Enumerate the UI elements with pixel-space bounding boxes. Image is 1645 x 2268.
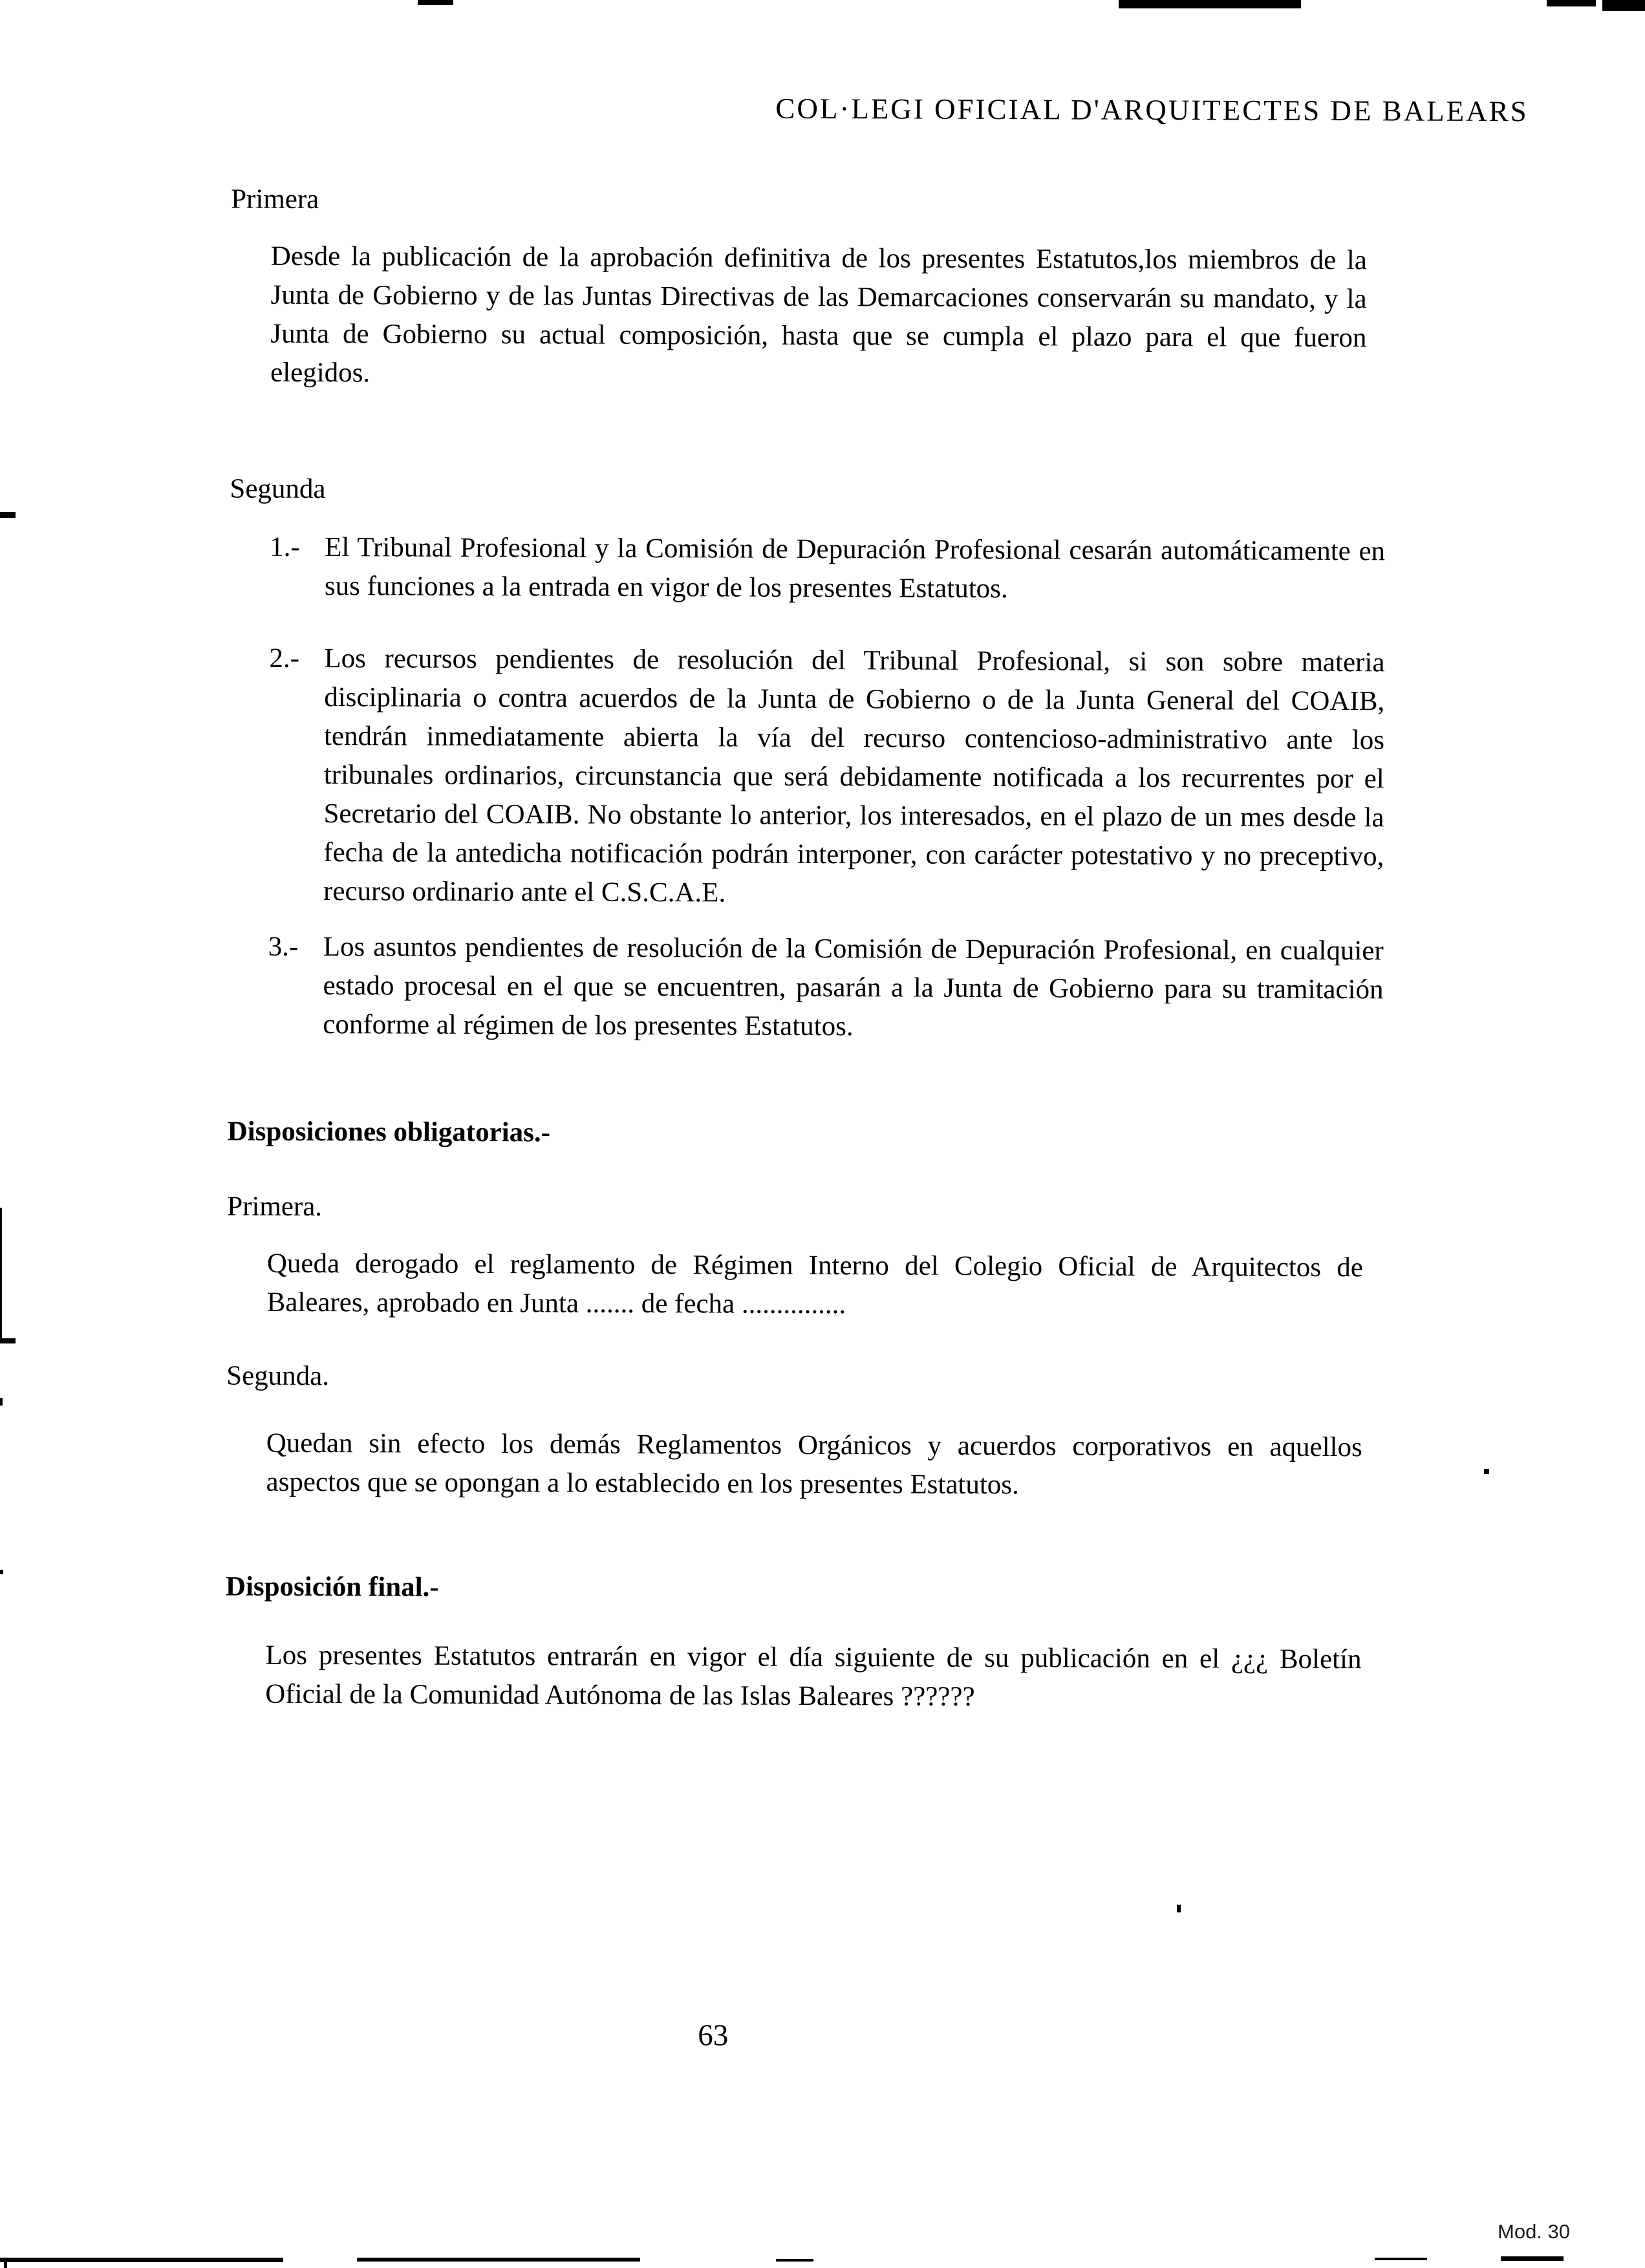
paragraph-queda-derogado: Queda derogado el reglamento de Régimen Interno del Colegio Oficial de Arquitectos de Baleares, aprobado en Junta ....... de fecha ............... bbox=[266, 1248, 1363, 1320]
subsection-heading-segunda: Segunda. bbox=[226, 1360, 330, 1392]
scan-artifact-top-bar-3 bbox=[1547, 0, 1596, 6]
scan-artifact-left-dot-1 bbox=[0, 1398, 3, 1406]
scan-artifact-stray-dot-2 bbox=[1177, 1905, 1181, 1912]
scan-artifact-left-dot-2 bbox=[0, 1570, 3, 1574]
scan-artifact-bottom-line-4 bbox=[1375, 2258, 1427, 2260]
list-item-2-number: 2.- bbox=[269, 643, 300, 674]
scan-artifact-left-dash-2 bbox=[0, 1338, 16, 1343]
scan-artifact-bottom-tick bbox=[4, 2258, 7, 2268]
subsection-heading-primera: Primera. bbox=[227, 1191, 323, 1223]
scan-artifact-bottom-line-2 bbox=[357, 2258, 640, 2262]
organization-header: COL·LEGI OFICIAL D'ARQUITECTES DE BALEARS bbox=[775, 92, 1529, 128]
form-model-label: Mod. 30 bbox=[1498, 2220, 1571, 2243]
scan-artifact-bottom-line-3 bbox=[776, 2259, 813, 2262]
scan-artifact-left-dash-1 bbox=[0, 512, 16, 518]
page-number: 63 bbox=[698, 2018, 729, 2053]
list-item-1-number: 1.- bbox=[270, 531, 300, 562]
scan-artifact-stray-dot-1 bbox=[1484, 1469, 1489, 1474]
scan-artifact-top-bar-1 bbox=[418, 0, 453, 5]
section-heading-disposicion-final: Disposición final.- bbox=[225, 1571, 439, 1603]
scan-artifact-bottom-line-1 bbox=[0, 2258, 283, 2262]
scan-artifact-left-line bbox=[0, 1208, 2, 1342]
list-item-1 bbox=[270, 528, 1385, 610]
section-heading-segunda: Segunda bbox=[230, 473, 326, 505]
list-item-1-text: El Tribunal Profesional y la Comisión de Depuración Profesional cesarán automáticamente en sus funciones a la entrada en vigor de los presentes Estatutos. bbox=[324, 532, 1386, 604]
paragraph-disposicion-final: Los presentes Estatutos entrarán en vigor el día siguiente de su publicación en el ¿¿¿ Boletín Oficial de la Comunidad Autónoma de las Islas Baleares ?????? bbox=[265, 1640, 1362, 1712]
scan-artifact-top-bar-4 bbox=[1602, 0, 1645, 11]
paragraph-primera: Desde la publicación de la aprobación definitiva de los presentes Estatutos,los miembros de la Junta de Gobierno y de las Juntas Directivas de las Demarcaciones conservarán su mandato, y la Junta de Gobierno su actual composición, hasta que se cumpla el plazo para el que fueron elegidos. bbox=[270, 241, 1367, 389]
list-item-3-number: 3.- bbox=[268, 931, 299, 962]
section-heading-disposiciones-obligatorias: Disposiciones obligatorias.- bbox=[227, 1116, 551, 1148]
list-item-2 bbox=[268, 639, 1385, 915]
list-item-2-text: Los recursos pendientes de resolución del Tribunal Profesional, si son sobre materia disciplinaria o contra acuerdos de la Junta de Gobierno o de la Junta General del COAIB, tendrán inmediatamente abierta la vía del recurso contencioso-administrativo ante los tribunales ordinarios, circunstancia que será debidamente notificada a los recurrentes por el Secretario del COAIB. No obstante lo anterior, los interesados, en el plazo de un mes desde la fecha de la antedicha notificación podrán interponer, con carácter potestativo y no preceptivo, recurso ordinario ante el C.S.C.A.E. bbox=[323, 643, 1385, 908]
section-heading-primera: Primera bbox=[231, 184, 319, 215]
scan-artifact-top-bar-2 bbox=[1119, 0, 1301, 8]
paragraph-quedan-sin-efecto: Quedan sin efecto los demás Reglamentos Orgánicos y acuerdos corporativos en aquellos aspectos que se opongan a lo establecido en los presentes Estatutos. bbox=[266, 1428, 1362, 1501]
list-item-3-text: Los asuntos pendientes de resolución de la Comisión de Depuración Profesional, en cualquier estado procesal en el que se encuentren, pasarán a la Junta de Gobierno para su tramitación conforme al régimen de los presentes Estatutos. bbox=[323, 932, 1384, 1042]
list-item-3 bbox=[268, 928, 1384, 1049]
scan-artifact-bottom-line-5 bbox=[1501, 2256, 1564, 2261]
